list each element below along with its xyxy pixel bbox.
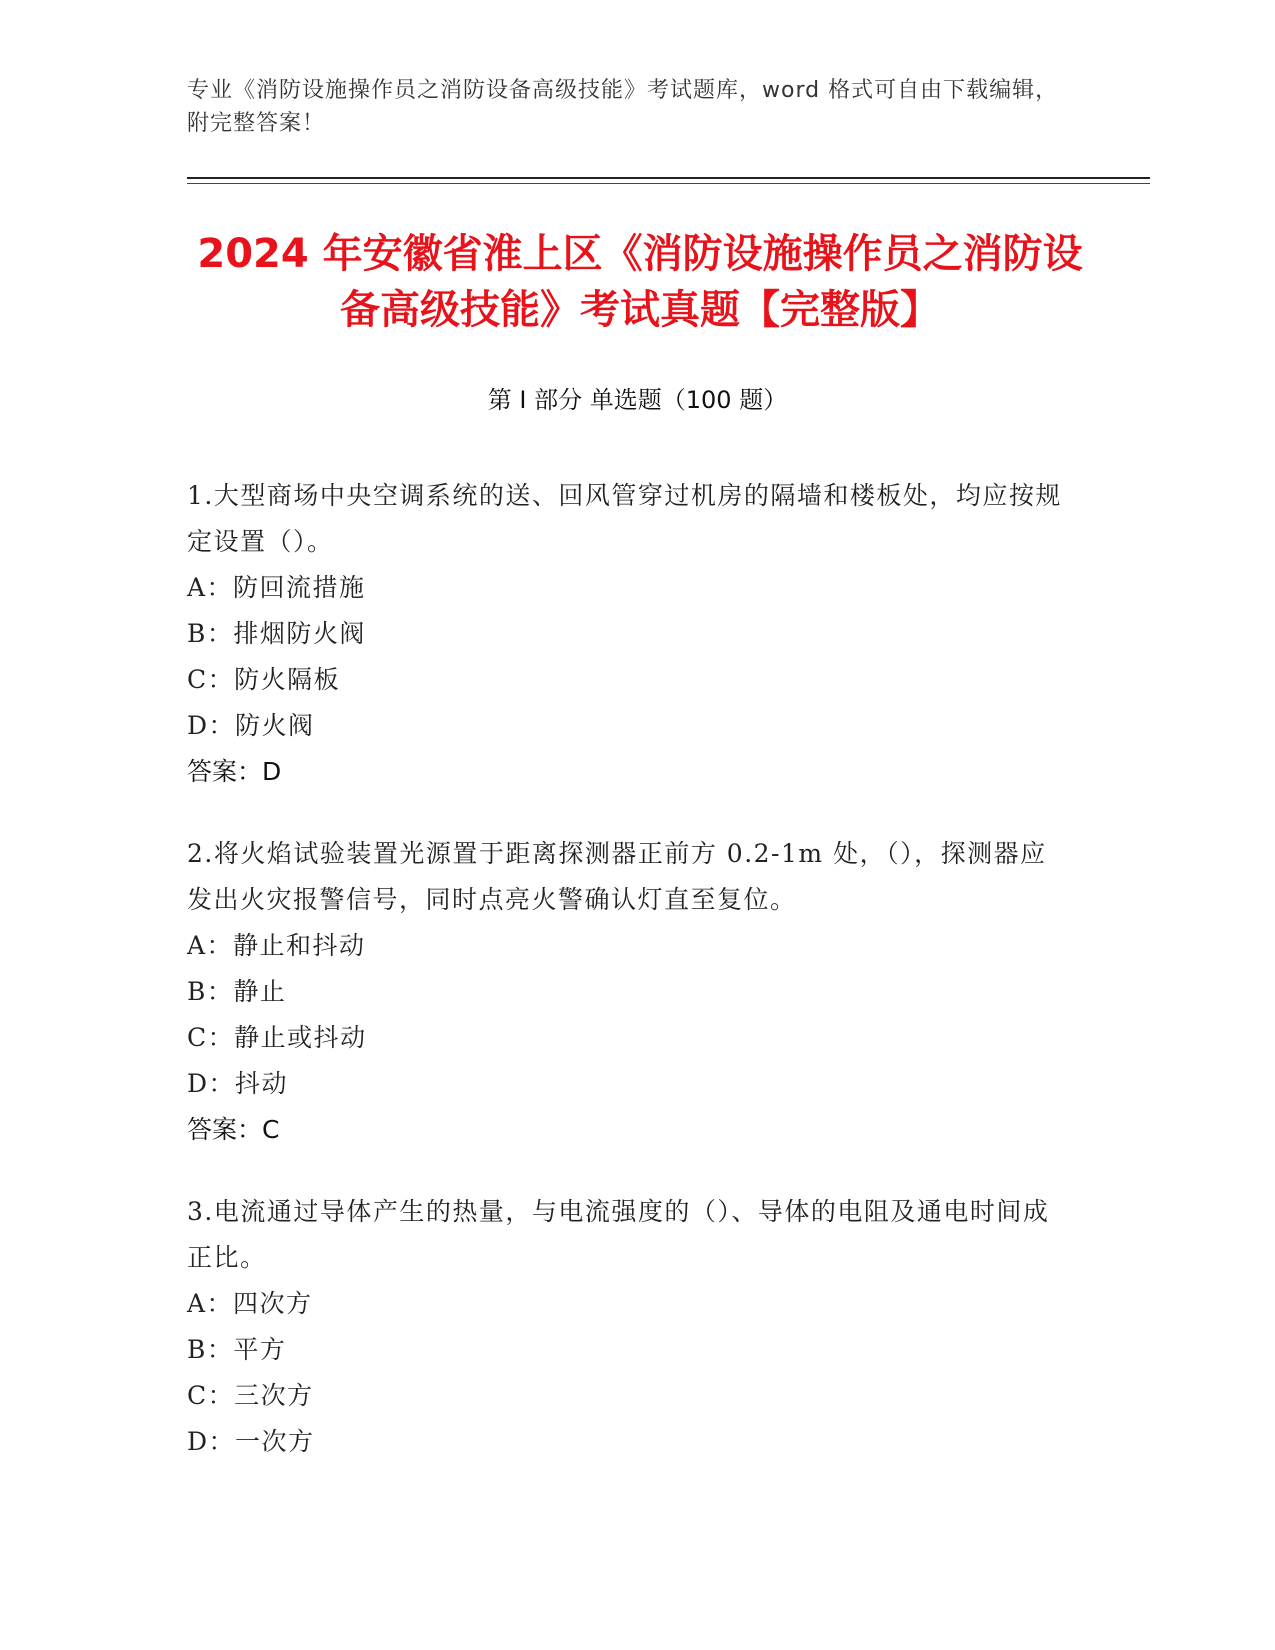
question-1 <box>187 473 1067 795</box>
option-a: A：防回流措施 <box>187 573 366 602</box>
question-stem: 1.大型商场中央空调系统的送、回风管穿过机房的隔墙和楼板处，均应按规定设置（）。 <box>187 481 1062 556</box>
question-stem: 2.将火焰试验装置光源置于距离探测器正前方 0.2-1m 处，（），探测器应发出火灾报警信号，同时点亮火警确认灯直至复位。 <box>187 839 1047 914</box>
document-title: 2024 年安徽省淮上区《消防设施操作员之消防设备高级技能》考试真题【完整版】 <box>197 231 1083 333</box>
question-3 <box>187 1189 1067 1465</box>
question-stem: 3.电流通过导体产生的热量，与电流强度的（）、导体的电阻及通电时间成正比。 <box>187 1197 1050 1272</box>
question-2 <box>187 831 1067 1153</box>
question-list <box>187 473 1067 1501</box>
option-c: C：静止或抖动 <box>187 1023 367 1052</box>
option-a: A：四次方 <box>187 1289 313 1318</box>
option-a: A：静止和抖动 <box>187 931 366 960</box>
answer-line: 答案：C <box>187 1115 280 1144</box>
option-d: D：一次方 <box>187 1427 315 1456</box>
option-c: C：三次方 <box>187 1381 314 1410</box>
option-d: D：防火阀 <box>187 711 315 740</box>
answer-line: 答案：D <box>187 757 282 786</box>
header-divider-thick <box>187 177 1150 179</box>
option-b: B：平方 <box>187 1335 287 1364</box>
option-c: C：防火隔板 <box>187 665 341 694</box>
header-divider-thin <box>187 183 1150 184</box>
option-b: B：静止 <box>187 977 287 1006</box>
option-d: D：抖动 <box>187 1069 289 1098</box>
option-b: B：排烟防火阀 <box>187 619 366 648</box>
document-header-note: 专业《消防设施操作员之消防设备高级技能》考试题库，word 格式可自由下载编辑，附完整答案！ <box>187 78 1059 136</box>
section-title: 第 I 部分 单选题（100 题） <box>487 386 788 414</box>
